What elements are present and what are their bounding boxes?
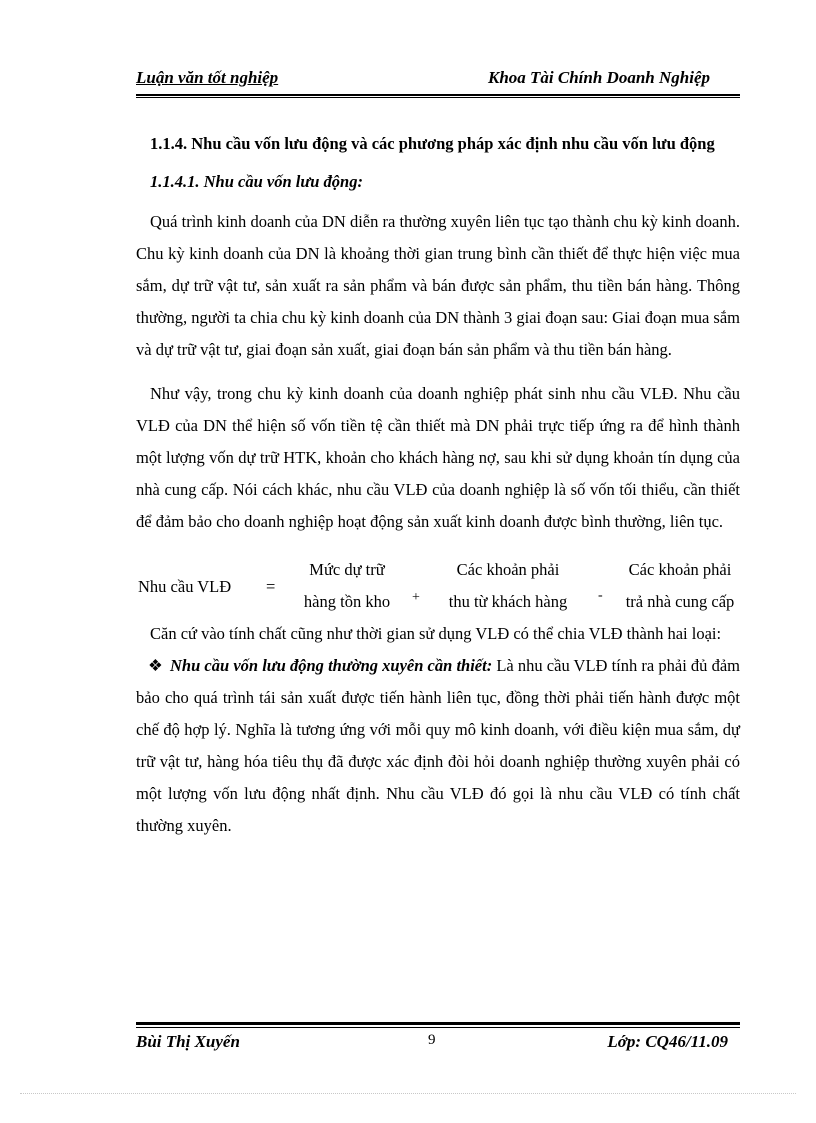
footer-divider-thin	[136, 1027, 740, 1028]
page-header	[136, 68, 740, 92]
paragraph-3: Căn cứ vào tính chất cũng như thời gian sử dụng VLĐ có thể chia VLĐ thành hai loại:	[150, 624, 722, 643]
formula-term-payables	[612, 554, 748, 618]
footer-divider	[136, 1022, 740, 1025]
formula-term-inventory	[292, 554, 402, 618]
paragraph-1: Quá trình kinh doanh của DN diễn ra thường xuyên liên tục tạo thành chu kỳ kinh doanh. Chu kỳ kinh doanh của DN là khoảng thời gian trung bình cần thiết để thực hiện việc mua sắm, dự trữ vật tư, sản xuất ra sản phẩm và bán được sản phẩm, thu tiền bán hàng. Thông thường, người ta chia chu kỳ kinh doanh của DN thành 3 giai đoạn sau: Giai đoạn mua sắm và dự trữ vật tư, giai đoạn sản xuất, giai đoạn bán sản phẩm và thu tiền bán hàng.	[136, 212, 740, 359]
formula-term1-bottom: hàng tồn kho	[303, 592, 391, 611]
formula-term3-bottom: trả nhà cung cấp	[625, 592, 735, 611]
bullet-paragraph	[136, 650, 740, 842]
formula-term2-bottom: thu từ khách hàng	[448, 592, 568, 611]
paragraph-2: Như vậy, trong chu kỳ kinh doanh của doanh nghiệp phát sinh nhu cầu VLĐ. Nhu cầu VLĐ của DN thể hiện số vốn tiền tệ cần thiết mà DN phải trực tiếp ứng ra để hình thành một lượng vốn dự trữ HTK, khoản cho khách hàng nợ, sau khi sử dụng khoản tín dụng của nhà cung cấp. Nói cách khác, nhu cầu VLĐ của doanh nghiệp là số vốn tối thiểu, cần thiết để đảm bảo cho doanh nghiệp hoạt động sản xuất kinh doanh được bình thường, liên tục.	[136, 384, 740, 531]
formula-minus: -	[598, 588, 603, 603]
sub-heading: 1.1.4.1. Nhu cầu vốn lưu động:	[150, 172, 363, 191]
formula-equals: =	[266, 577, 276, 596]
header-divider	[136, 94, 740, 96]
section-heading: 1.1.4. Nhu cầu vốn lưu động và các phương pháp xác định nhu cầu vốn lưu động	[150, 134, 715, 153]
formula-plus: +	[412, 590, 420, 605]
formula-term-receivables	[428, 554, 588, 618]
bullet-title: Nhu cầu vốn lưu động thường xuyên cần thiết:	[170, 656, 493, 675]
page-body	[136, 128, 740, 842]
page-edge-dotted-line	[20, 1093, 796, 1094]
formula	[136, 554, 740, 618]
formula-term3-top: Các khoản phải	[628, 560, 732, 579]
page-footer	[136, 1032, 740, 1056]
header-faculty-label: Khoa Tài Chính Doanh Nghiệp	[487, 68, 710, 87]
formula-term2-top: Các khoản phải	[456, 560, 560, 579]
bullet-text: Là nhu cầu VLĐ tính ra phải đủ đảm bảo cho quá trình tái sản xuất được tiến hành liên tục, đồng thời phải tiến hành được một chế độ hợp lý. Nghĩa là tương ứng với mỗi quy mô kinh doanh, với điều kiện mua sắm, dự trữ vật tư, hàng hóa tiêu thụ đã được xác định đòi hỏi doanh nghiệp thường xuyên phải có một lượng vốn lưu động nhất định. Nhu cầu VLĐ đó gọi là nhu cầu VLĐ có tính chất thường xuyên.	[136, 656, 740, 835]
header-divider-thin	[136, 97, 740, 98]
header-thesis-label: Luận văn tốt nghiệp	[136, 68, 279, 87]
formula-lhs: Nhu cầu VLĐ	[138, 577, 232, 596]
page-number: 9	[428, 1032, 436, 1048]
diamond-bullet-icon: ❖	[148, 656, 163, 675]
footer-class: Lớp: CQ46/11.09	[607, 1032, 728, 1051]
formula-term1-top: Mức dự trữ	[309, 560, 385, 579]
footer-author: Bùi Thị Xuyến	[136, 1032, 240, 1051]
